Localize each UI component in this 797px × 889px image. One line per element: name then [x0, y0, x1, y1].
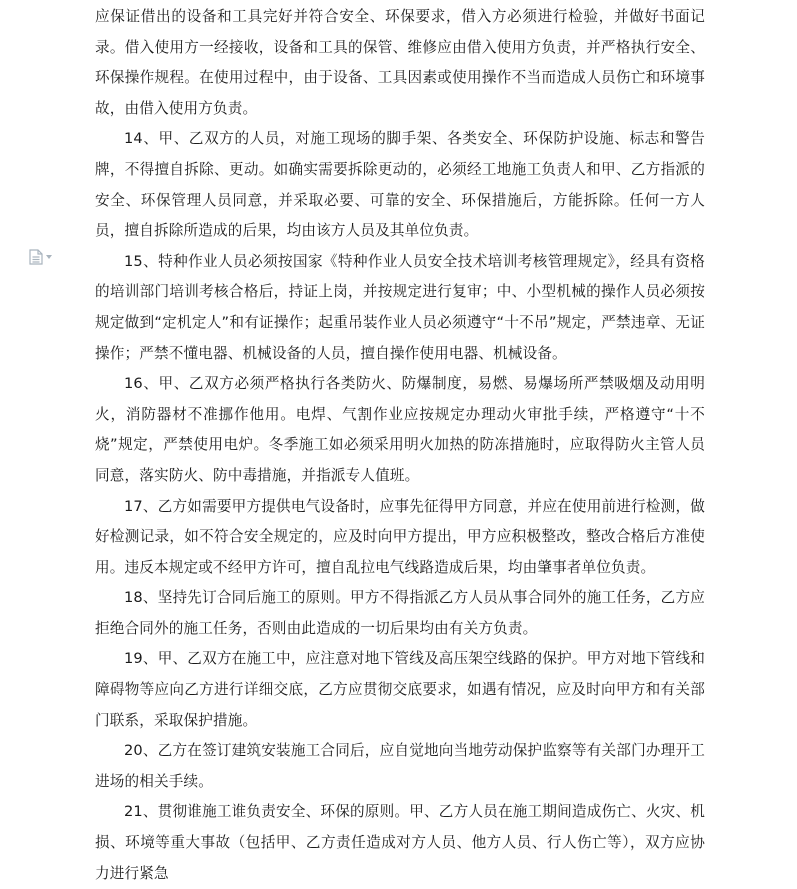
clause-16: 16、甲、乙双方必须严格执行各类防火、防爆制度，易燃、易爆场所严禁吸烟及动用明火，消防器材不准挪作他用。电焊、气割作业应按规定办理动火审批手续，严格遵守“十不烧”规定，严禁使用电炉。冬季施工如必须采用明火加热的防冻措施时，应取得防火主管人员同意，落实防火、防中毒措施，并指派专人值班。 — [95, 375, 705, 484]
clause-20: 20、乙方在签订建筑安装施工合同后，应自觉地向当地劳动保护监察等有关部门办理开工进场的相关手续。 — [95, 742, 705, 790]
paragraph-continuation: 应保证借出的设备和工具完好并符合安全、环保要求，借入方必须进行检验，并做好书面记录。借入使用方一经接收，设备和工具的保管、维修应由借入使用方负责，并严格执行安全、环保操作规程。在使用过程中，由于设备、工具因素或使用操作不当而造成人员伤亡和环境事故，由借入使用方负责。 — [95, 8, 705, 117]
caret-down-icon — [46, 255, 52, 259]
clause-19: 19、甲、乙双方在施工中，应注意对地下管线及高压架空线路的保护。甲方对地下管线和障碍物等应向乙方进行详细交底，乙方应贯彻交底要求，如遇有情况，应及时向甲方和有关部门联系，采取保护措施。 — [95, 650, 705, 729]
document-page — [95, 0, 705, 889]
clause-17: 17、乙方如需要甲方提供电气设备时，应事先征得甲方同意，并应在使用前进行检测，做好检测记录，如不符合安全规定的，应及时向甲方提出，甲方应积极整改，整改合格后方准使用。违反本规定或不经甲方许可，擅自乱拉电气线路造成后果，均由肇事者单位负责。 — [95, 497, 705, 576]
paragraph-marker[interactable] — [29, 249, 57, 265]
document-icon — [29, 249, 43, 265]
clause-18: 18、坚持先订合同后施工的原则。甲方不得指派乙方人员从事合同外的施工任务，乙方应拒绝合同外的施工任务，否则由此造成的一切后果均由有关方负责。 — [95, 589, 705, 637]
clause-15: 15、特种作业人员必须按国家《特种作业人员安全技术培训考核管理规定》，经具有资格的培训部门培训考核合格后，持证上岗，并按规定进行复审；中、小型机械的操作人员必须按规定做到“定机定人”和有证操作；起重吊装作业人员必须遵守“十不吊”规定，严禁违章、无证操作；严禁不懂电器、机械设备的人员，擅自操作使用电器、机械设备。 — [95, 252, 705, 362]
clause-14: 14、甲、乙双方的人员，对施工现场的脚手架、各类安全、环保防护设施、标志和警告牌，不得擅自拆除、更动。如确实需要拆除更动的，必须经工地施工负责人和甲、乙方指派的安全、环保管理人员同意，并采取必要、可靠的安全、环保措施后，方能拆除。任何一方人员，擅自拆除所造成的后果，均由该方人员及其单位负责。 — [95, 130, 705, 240]
clause-21: 21、贯彻谁施工谁负责安全、环保的原则。甲、乙方人员在施工期间造成伤亡、火灾、机损、环境等重大事故（包括甲、乙方责任造成对方人员、他方人员、行人伤亡等），双方应协力进行紧急 — [95, 803, 705, 882]
